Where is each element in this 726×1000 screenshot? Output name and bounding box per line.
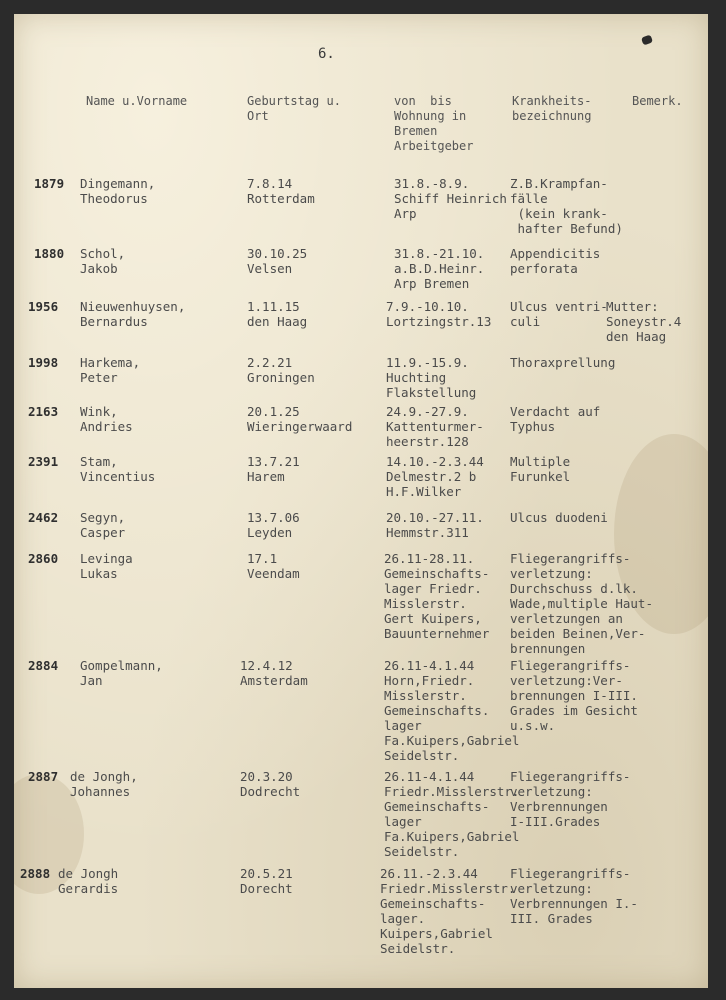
row-illness: Fliegerangriffs- verletzung: Verbrennungen I-III.Grades <box>510 769 631 829</box>
row-name: Stam, Vincentius <box>80 454 156 484</box>
row-period: 26.11.-2.3.44 Friedr.Misslerstr. Gemeinschafts- lager. Kuipers,Gabriel Seidelstr. <box>380 866 516 956</box>
row-name: Levinga Lukas <box>80 551 133 581</box>
row-illness: Fliegerangriffs- verletzung:Ver- brennungen I-III. Grades im Gesicht u.s.w. <box>510 658 638 733</box>
row-illness: Fliegerangriffs- verletzung: Verbrennungen I.- III. Grades <box>510 866 638 926</box>
row-number: 2884 <box>28 658 59 673</box>
row-birth: 7.8.14 Rotterdam <box>247 176 315 206</box>
row-period: 11.9.-15.9. Huchting Flakstellung <box>386 355 477 400</box>
row-number: 2462 <box>28 510 59 525</box>
row-birth: 20.3.20 Dodrecht <box>240 769 301 799</box>
document-page <box>14 14 708 988</box>
row-birth: 13.7.06 Leyden <box>247 510 300 540</box>
row-name: Wink, Andries <box>80 404 133 434</box>
row-period: 26.11-4.1.44 Horn,Friedr. Misslerstr. Gemeinschafts. lager Fa.Kuipers,Gabriel Seidelstr. <box>384 658 520 763</box>
header-illness: Krankheits- bezeichnung <box>512 94 592 123</box>
row-name: Harkema, Peter <box>80 355 141 385</box>
row-illness: Appendicitis perforata <box>510 246 601 276</box>
row-period: 31.8.-8.9. Schiff Heinrich Arp <box>394 176 507 221</box>
row-birth: 20.5.21 Dorecht <box>240 866 293 896</box>
row-number: 2860 <box>28 551 59 566</box>
row-number: 2888 <box>20 866 51 881</box>
row-name: de Jongh, Johannes <box>70 769 138 799</box>
row-illness: Ulcus duodeni <box>510 510 608 525</box>
row-illness: Thoraxprellung <box>510 355 616 370</box>
header-name: Name u.Vorname <box>86 94 188 108</box>
row-period: 20.10.-27.11. Hemmstr.311 <box>386 510 484 540</box>
row-number: 2887 <box>28 769 59 784</box>
row-illness: Fliegerangriffs- verletzung: Durchschuss d.lk. Wade,multiple Haut- verletzungen an beiden Beinen,Ver- brennungen <box>510 551 653 656</box>
row-birth: 1.11.15 den Haag <box>247 299 308 329</box>
row-birth: 20.1.25 Wieringerwaard <box>247 404 353 434</box>
row-name: Dingemann, Theodorus <box>80 176 156 206</box>
row-number: 1956 <box>28 299 59 314</box>
row-period: 26.11-4.1.44 Friedr.Misslerstr. Gemeinschafts- lager Fa.Kuipers,Gabriel Seidelstr. <box>384 769 520 859</box>
row-illness: Multiple Furunkel <box>510 454 571 484</box>
row-number: 1879 <box>34 176 65 191</box>
header-birth: Geburtstag u. Ort <box>247 94 341 123</box>
row-period: 31.8.-21.10. a.B.D.Heinr. Arp Bremen <box>394 246 485 291</box>
row-name: de Jongh Gerardis <box>58 866 119 896</box>
row-remark: Mutter: Soneystr.4 den Haag <box>606 299 682 344</box>
row-number: 2391 <box>28 454 59 469</box>
row-name: Gompelmann, Jan <box>80 658 163 688</box>
row-birth: 12.4.12 Amsterdam <box>240 658 308 688</box>
row-number: 1880 <box>34 246 65 261</box>
row-period: 26.11-28.11. Gemeinschafts- lager Friedr. Misslerstr. Gert Kuipers, Bauunternehmer <box>384 551 490 641</box>
row-illness: Z.B.Krampfan- fälle (kein krank- hafter Befund) <box>510 176 623 236</box>
page-number: 6. <box>318 46 335 62</box>
header-period: von bis Wohnung in Bremen Arbeitgeber <box>394 94 474 153</box>
row-period: 14.10.-2.3.44 Delmestr.2 b H.F.Wilker <box>386 454 484 499</box>
row-illness: Verdacht auf Typhus <box>510 404 601 434</box>
row-birth: 30.10.25 Velsen <box>247 246 308 276</box>
row-illness: Ulcus ventri- culi <box>510 299 608 329</box>
row-name: Schol, Jakob <box>80 246 126 276</box>
row-number: 1998 <box>28 355 59 370</box>
row-period: 24.9.-27.9. Kattenturmer- heerstr.128 <box>386 404 484 449</box>
row-birth: 13.7.21 Harem <box>247 454 300 484</box>
row-birth: 2.2.21 Groningen <box>247 355 315 385</box>
row-name: Segyn, Casper <box>80 510 126 540</box>
row-number: 2163 <box>28 404 59 419</box>
row-name: Nieuwenhuysen, Bernardus <box>80 299 186 329</box>
header-remark: Bemerk. <box>632 94 683 108</box>
row-period: 7.9.-10.10. Lortzingstr.13 <box>386 299 492 329</box>
ink-spot <box>641 35 653 46</box>
row-birth: 17.1 Veendam <box>247 551 300 581</box>
